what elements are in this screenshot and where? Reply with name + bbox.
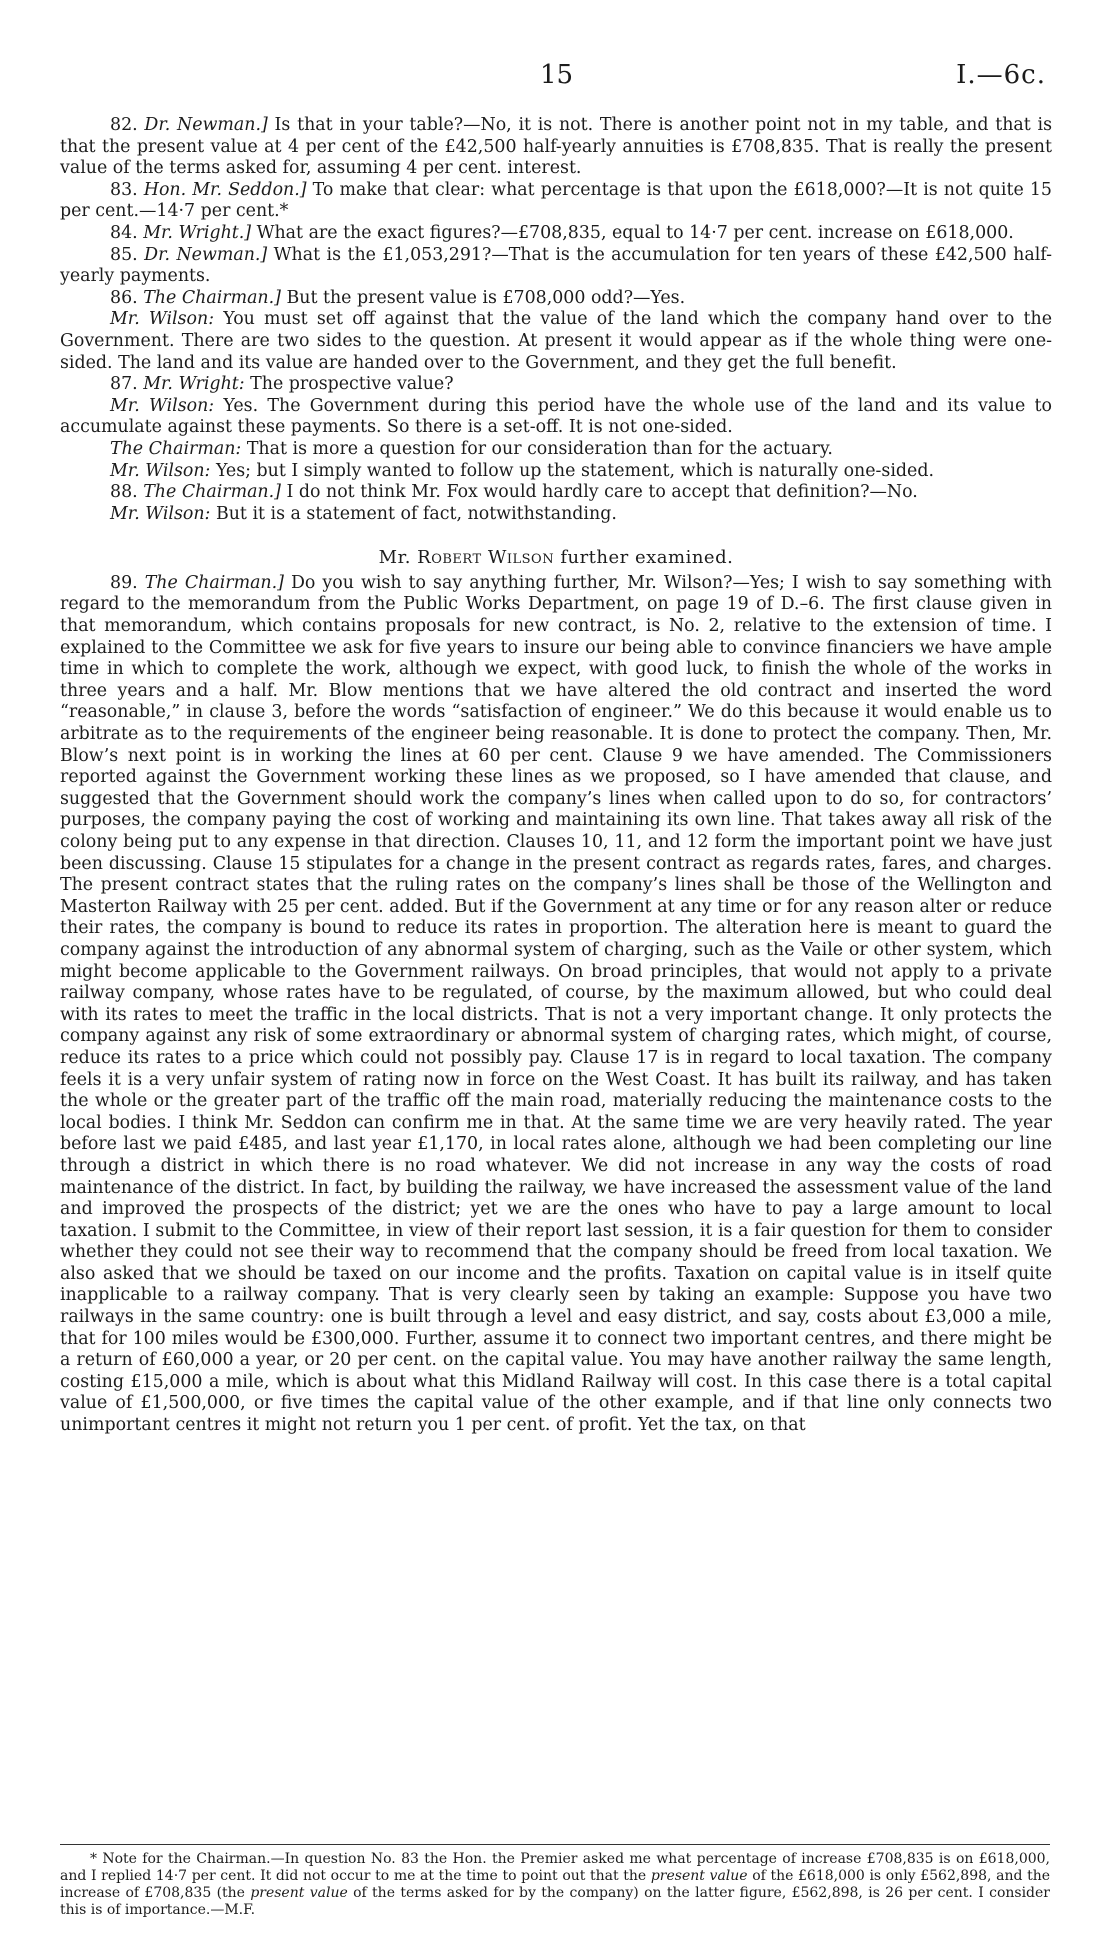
question-number: 82. xyxy=(110,115,138,135)
paragraph-text: To make that clear: what percentage is that upon the £618,000?—It is not quite 15 per cent.—14·7 per cent.* xyxy=(60,179,1052,222)
speaker: Mr. Wilson: xyxy=(110,503,211,524)
paragraph-text: That is more a question for our consideration than for the actuary. xyxy=(241,438,833,459)
paragraph-wilson-1 xyxy=(60,309,1052,374)
body-text xyxy=(60,115,1052,1437)
paragraph-text: But it is a statement of fact, notwithstanding. xyxy=(210,503,617,524)
question-number: 89. xyxy=(110,572,138,593)
heading-prefix: Mr. xyxy=(378,547,418,569)
paragraph-83 xyxy=(60,180,1052,223)
footnote-emphasis-1: present value xyxy=(650,1868,748,1884)
paragraph-text: Do you wish to say anything further, Mr. Wilson?—Yes; I wish to say something with regard to the memorandum from the Public Works Department, on page 19 of D.–6. The first clause given in that memorandum, which contains proposals for new contract, is No. 2, relative to the extension of time. I explained to the Committee we ask for five years to insure our being able to convince financiers we have ample time in which to complete the work, although we expect, with good luck, to finish the whole of the works in three years and a half. Mr. Blow mentions that we have altered the old contract and inserted the word “reasonable,” in clause 3, before the words “satisfaction of engineer.” We do this because it would enable us to arbitrate as to the requirements of the engineer being reasonable. It is done to protect the company. Then, Mr. Blow’s next point is in working the lines at 60 per cent. Clause 9 we have amended. The Commissioners reported against the Government working these lines as we proposed, so I have amended that clause, and suggested that the Government should work the company’s lines when called upon to do so, for contractors’ purposes, the company paying the cost of working and maintaining its own line. That takes away all risk of the colony being put to any expense in that direction. Clauses 10, 11, and 12 form the important point we have just been discussing. Clause 15 stipulates for a change in the present contract as regards rates, fares, and charges. The present contract states that the ruling rates on the company’s lines shall be those of the Wellington and Masterton Railway with 25 per cent. added. But if the Government at any time or for any reason alter or reduce their rates, the company is bound to reduce its rates in proportion. The alteration here is meant to guard the company against the introduction of any abnormal system of charging, such as the Vaile or other system, which might become applicable to the Government railways. On broad principles, that would not apply to a private railway company, whose rates have to be regulated, of course, by the maximum allowed, but who could deal with its rates to meet the traffic in the local districts. That is not a very important change. It only protects the company against any risk of some extraordinary or abnormal system of charging rates, which might, of course, reduce its rates to a price which could not possibly pay. Clause 17 is in regard to local taxation. The company feels it is a very unfair system of rating now in force on the West Coast. It has built its railway, and has taken the whole or the greater part of the traffic off the main road, materially reducing the maintenance costs to the local bodies. I think Mr. Seddon can confirm me in that. At the same time we are very heavily rated. The year before last we paid £485, and last year £1,170, in local rates alone, although we had been completing our line through a district in which there is no road whatever. We did not increase in any way the costs of road maintenance of the district. In fact, by building the railway, we have increased the assessment value of the land and improved the prospects of the district; yet we are the ones who have to pay a large amount to local taxation. I submit to the Committee, in view of their report last session, it is a fair question for them to consider whether they could not see their way to recommend that the company should be freed from local taxation. We also asked that we should be taxed on our income and the profits. Taxation on capital value is in itself quite inapplicable to a railway company. That is very clearly seen by taking an example: Suppose you have two railways in the same country: one is built through a level and easy district, and say, costs about £3,000 a mile, that for 100 miles would be £300,000. Further, assume it to connect two important centres, and there might be a return of £60,000 a year, or 20 per cent. on the capital value. You may have another railway the same length, costing £15,000 a mile, which is about what this Midland Railway will cost. In this case there is a total capital value of £1,500,000, or five times the capital value of the other example, and if that line only connects two unimportant centres it might not return you 1 per cent. of profit. Yet the tax, on that xyxy=(60,572,1052,1436)
paragraph-wilson-4 xyxy=(60,504,1052,526)
paragraph-chairman-1 xyxy=(60,439,1052,461)
question-number: 83. xyxy=(110,179,138,200)
speaker: The Chairman: xyxy=(110,438,242,459)
paragraph-text: But the present value is £708,000 odd?—Yes. xyxy=(280,287,686,308)
paragraph-text: Yes. The Government during this period have the whole use of the land and its value to accumulate against these payments. So there is a set-off. It is not one-sided. xyxy=(60,395,1052,438)
footnote-emphasis-2: present value xyxy=(250,1885,348,1901)
paragraph-89 xyxy=(60,573,1052,1437)
speaker: The Chairman.] xyxy=(143,482,281,503)
paragraph-88 xyxy=(60,482,1052,504)
speaker: Dr. Newman.] xyxy=(144,244,268,265)
speaker: Dr. Newman.] xyxy=(144,115,268,135)
paragraph-87 xyxy=(60,374,1052,396)
speaker: The Chairman.] xyxy=(144,572,284,593)
footnote-text-3: of the terms asked for by the company) on the latter figure, £562,898, is 26 per cent. I consider this is of importance.—M.F. xyxy=(60,1885,1050,1918)
question-number: 87. xyxy=(110,374,138,395)
question-number: 86. xyxy=(110,287,138,308)
question-number: 84. xyxy=(110,222,138,243)
footnote xyxy=(60,1851,1050,1919)
question-number: 85. xyxy=(110,244,138,265)
footnote-text-1: * Note for the Chairman.—In question No. 83 the Hon. the Premier asked me what percentage of increase £708,835 is on £618,000, and I replied 14·7 per cent. It did not occur to me at the time to point out that the xyxy=(60,1851,1050,1884)
document-reference: I.—6c. xyxy=(956,60,1046,90)
footnote-divider xyxy=(60,1844,1050,1845)
paragraph-wilson-2 xyxy=(60,396,1052,439)
paragraph-text: Yes; but I simply wanted to follow up the statement, which is naturally one-sided. xyxy=(210,460,935,481)
paragraph-text: What is the £1,053,291?—That is the accumulation for ten years of these £42,500 half-yearly payments. xyxy=(60,244,1052,287)
speaker: Mr. Wright: xyxy=(143,374,245,395)
question-number: 88. xyxy=(110,482,138,503)
page-header xyxy=(0,60,1114,100)
paragraph-wilson-3 xyxy=(60,461,1052,483)
witness-name: Robert Wilson xyxy=(417,547,555,569)
paragraph-85 xyxy=(60,245,1052,288)
paragraph-84 xyxy=(60,223,1052,245)
speaker: Hon. Mr. Seddon.] xyxy=(143,179,307,200)
speaker: Mr. Wilson: xyxy=(110,395,215,416)
heading-suffix: further examined. xyxy=(554,547,734,569)
paragraph-82 xyxy=(60,115,1052,180)
footnote-text-2: of the £618,000 is only £562,898, and the increase of £708,835 (the xyxy=(60,1868,1050,1901)
section-heading xyxy=(60,547,1052,569)
paragraph-text: You must set off against that the value of the land which the company hand over to the Government. There are two sides to the question. At present it would appear as if the whole thing were one-sided. The land and its value are handed over to the Government, and they get the full benefit. xyxy=(60,309,1052,373)
paragraph-text: The prospective value? xyxy=(244,374,454,395)
speaker: Mr. Wilson: xyxy=(110,460,211,481)
speaker: The Chairman.] xyxy=(143,287,281,308)
page-number: 15 xyxy=(540,60,574,90)
paragraph-text: I do not think Mr. Fox would hardly care to accept that definition?—No. xyxy=(280,482,918,503)
paragraph-text: What are the exact figures?—£708,835, equal to 14·7 per cent. increase on £618,000. xyxy=(251,222,1014,243)
speaker: Mr. Wright.] xyxy=(143,222,252,243)
paragraph-text: Is that in your table?—No, it is not. There is another point not in my table, and that is that the present value at 4 per cent of the £42,500 half-yearly annuities is £708,835. That is really the present value of the terms asked for, assuming 4 per cent. interest. xyxy=(60,115,1053,179)
speaker: Mr. Wilson: xyxy=(110,309,215,330)
paragraph-86 xyxy=(60,288,1052,310)
